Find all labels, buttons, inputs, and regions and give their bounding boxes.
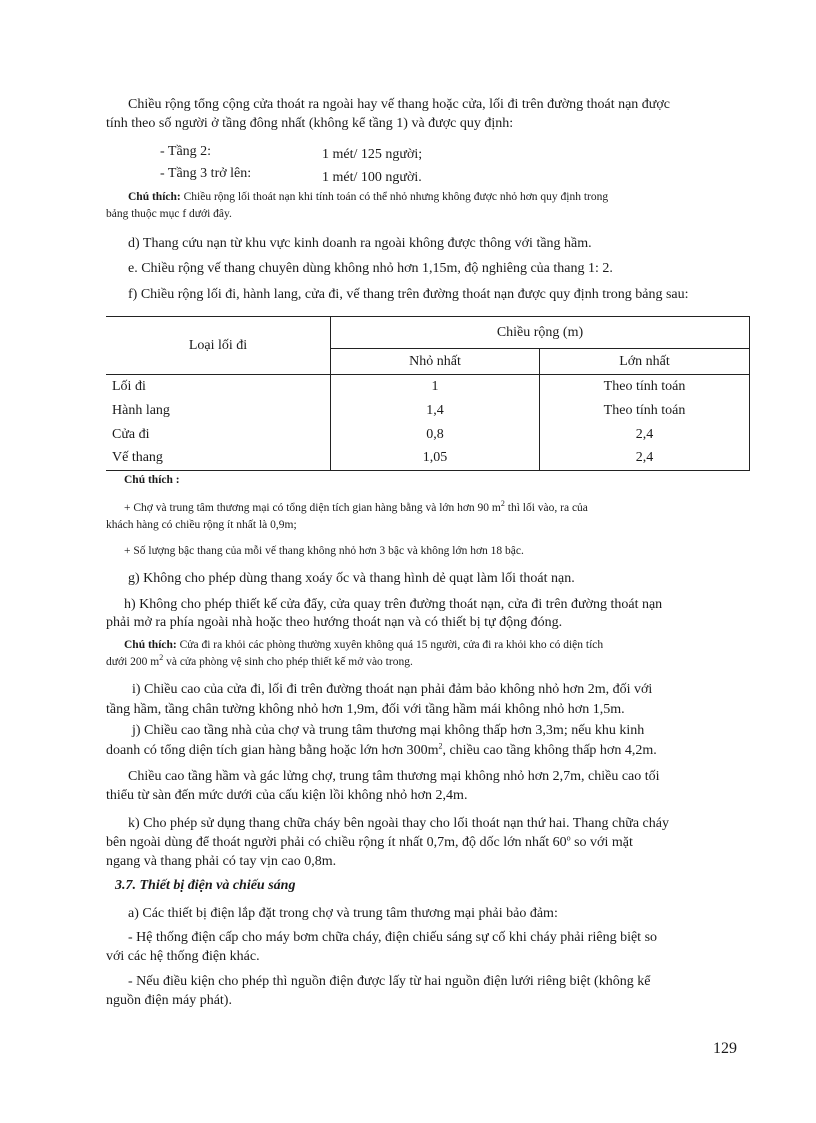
paragraph-k-text-b: so với mặt: [570, 835, 633, 850]
paragraph-intro-1: Chiều rộng tổng cộng cửa thoát ra ngoài hay vế thang hoặc cửa, lối đi trên đường thoát nạn được: [128, 97, 671, 112]
table-cell: Theo tính toán: [540, 375, 750, 399]
table-row: [106, 399, 750, 423]
paragraph-d: d) Thang cứu nạn từ khu vực kinh doanh ra ngoài không được thông với tầng hầm.: [128, 236, 592, 251]
paragraph-k-text-a: bên ngoài dùng để thoát người phải có chiều rộng ít nhất 0,7m, độ dốc lớn nhất 60: [106, 835, 567, 850]
paragraph-a-item-2-line-2: nguồn điện máy phát).: [106, 993, 232, 1008]
superscript: 2: [438, 741, 443, 751]
paragraph-a-item-2-line-1: - Nếu điều kiện cho phép thì nguồn điện được lấy từ hai nguồn điện lưới riêng biệt (không kể: [128, 974, 651, 989]
paragraph-k-2: [106, 833, 633, 852]
note-3-text-a: dưới 200 m: [106, 656, 160, 668]
paragraph-h-2: phải mở ra phía ngoài nhà hoặc theo hướng thoát nạn và có thiết bị tự động đóng.: [106, 615, 563, 630]
table-cell: 1: [331, 375, 540, 399]
table-row: [106, 447, 750, 471]
paragraph-g: g) Không cho phép dùng thang xoáy ốc và thang hình dẻ quạt làm lối thoát nạn.: [128, 571, 575, 586]
note-1-text: Chiều rộng lối thoát nạn khi tính toán có thể nhỏ nhưng không được nhỏ hơn quy định trong: [183, 191, 609, 203]
superscript: 2: [159, 653, 164, 663]
note-3-text-b: và cửa phòng vệ sinh cho phép thiết kế mở vào trong.: [163, 656, 413, 668]
table-cell: 2,4: [540, 423, 750, 447]
list-item-floor3-label: - Tầng 3 trở lên:: [160, 166, 252, 181]
table-header-min: Nhỏ nhất: [331, 349, 540, 375]
paragraph-j-2: [106, 741, 657, 760]
list-item-floor3-value: 1 mét/ 100 người.: [322, 170, 422, 185]
table-cell: Theo tính toán: [540, 399, 750, 423]
paragraph-intro-2: tính theo số người ở tầng đông nhất (không kể tầng 1) và được quy định:: [106, 116, 514, 131]
note-1-line-1: [128, 189, 608, 205]
table-row: [106, 375, 750, 399]
table-cell: Lối đi: [106, 375, 331, 399]
table-cell: Cửa đi: [106, 423, 331, 447]
table-cell: 0,8: [331, 423, 540, 447]
list-item-floor2-value: 1 mét/ 125 người;: [322, 147, 423, 162]
note-3-label: Chú thích:: [124, 639, 177, 651]
paragraph-e: e. Chiều rộng vế thang chuyên dùng không nhỏ hơn 1,15m, độ nghiêng của thang 1: 2.: [128, 261, 613, 276]
table-cell: Vế thang: [106, 447, 331, 471]
note-2-line-1: [124, 500, 588, 516]
note-2-text-a: + Chợ và trung tâm thương mại có tổng diện tích gian hàng bằng và lớn hơn 90 m: [124, 502, 501, 514]
note-2-label: Chú thích :: [124, 474, 180, 486]
table-cell: 1,05: [331, 447, 540, 471]
superscript: o: [566, 833, 571, 843]
note-3-text: Cửa đi ra khỏi các phòng thường xuyên không quá 15 người, cửa đi ra khỏi kho có diện tích: [179, 639, 604, 651]
note-3-line-1: [124, 637, 603, 653]
section-heading-3-7: 3.7. Thiết bị điện và chiếu sáng: [115, 878, 296, 893]
paragraph-f: f) Chiều rộng lối đi, hành lang, cửa đi, vế thang trên đường thoát nạn được quy định trong bảng sau:: [128, 287, 689, 302]
paragraph-j-text-a: doanh có tổng diện tích gian hàng bằng hoặc lớn hơn 300m: [106, 743, 439, 758]
paragraph-i-2: tầng hầm, tầng chân tường không nhỏ hơn 1,9m, đối với tầng hầm mái không nhỏ hơn 1,5m.: [106, 702, 625, 717]
table-header-width: Chiều rộng (m): [331, 317, 750, 349]
paragraph-basement-1: Chiều cao tầng hầm và gác lửng chợ, trung tâm thương mại không nhỏ hơn 2,7m, chiều cao tối: [128, 769, 660, 784]
width-table: [106, 316, 750, 471]
note-1-line-2: bảng thuộc mục f dưới đây.: [106, 208, 232, 220]
note-2-text-b: thì lối vào, ra của: [504, 502, 588, 514]
note-2-line-2: khách hàng có chiều rộng ít nhất là 0,9m;: [106, 519, 297, 531]
paragraph-basement-2: thiểu từ sàn đến mức dưới của cấu kiện lồi không nhỏ hơn 2,4m.: [106, 788, 468, 803]
note-3-line-2: [106, 654, 413, 670]
paragraph-k-3: ngang và thang phải có tay vịn cao 0,8m.: [106, 854, 337, 869]
page-number: 129: [713, 1040, 737, 1057]
paragraph-a-item-1-line-2: với các hệ thống điện khác.: [106, 949, 260, 964]
table-cell: 1,4: [331, 399, 540, 423]
table-header-max: Lớn nhất: [540, 349, 750, 375]
note-2-line-3: + Số lượng bậc thang của mỗi vế thang không nhỏ hơn 3 bậc và không lớn hơn 18 bậc.: [124, 545, 524, 557]
paragraph-j-1: j) Chiều cao tầng nhà của chợ và trung tâm thương mại không thấp hơn 3,3m; nếu khu kinh: [132, 723, 645, 738]
note-1-label: Chú thích:: [128, 191, 181, 203]
list-item-floor2-label: - Tầng 2:: [160, 144, 212, 159]
paragraph-i-1: i) Chiều cao của cửa đi, lối đi trên đường thoát nạn phải đảm bảo không nhỏ hơn 2m, đối với: [132, 682, 653, 697]
table-cell: 2,4: [540, 447, 750, 471]
paragraph-j-text-b: , chiều cao tầng không thấp hơn 4,2m.: [442, 743, 657, 758]
table-header-type: Loại lối đi: [106, 317, 331, 375]
superscript: 2: [500, 499, 505, 509]
paragraph-a-item-1-line-1: - Hệ thống điện cấp cho máy bơm chữa cháy, điện chiếu sáng sự cố khi cháy phải riêng biệt so: [128, 930, 658, 945]
table-cell: Hành lang: [106, 399, 331, 423]
paragraph-a: a) Các thiết bị điện lắp đặt trong chợ và trung tâm thương mại phải bảo đảm:: [128, 906, 558, 921]
paragraph-k-1: k) Cho phép sử dụng thang chữa cháy bên ngoài thay cho lối thoát nạn thứ hai. Thang chữa cháy: [128, 816, 669, 831]
paragraph-h-1: h) Không cho phép thiết kế cửa đẩy, cửa quay trên đường thoát nạn, cửa đi trên đường thoát nạn: [124, 597, 663, 612]
table-row: [106, 423, 750, 447]
